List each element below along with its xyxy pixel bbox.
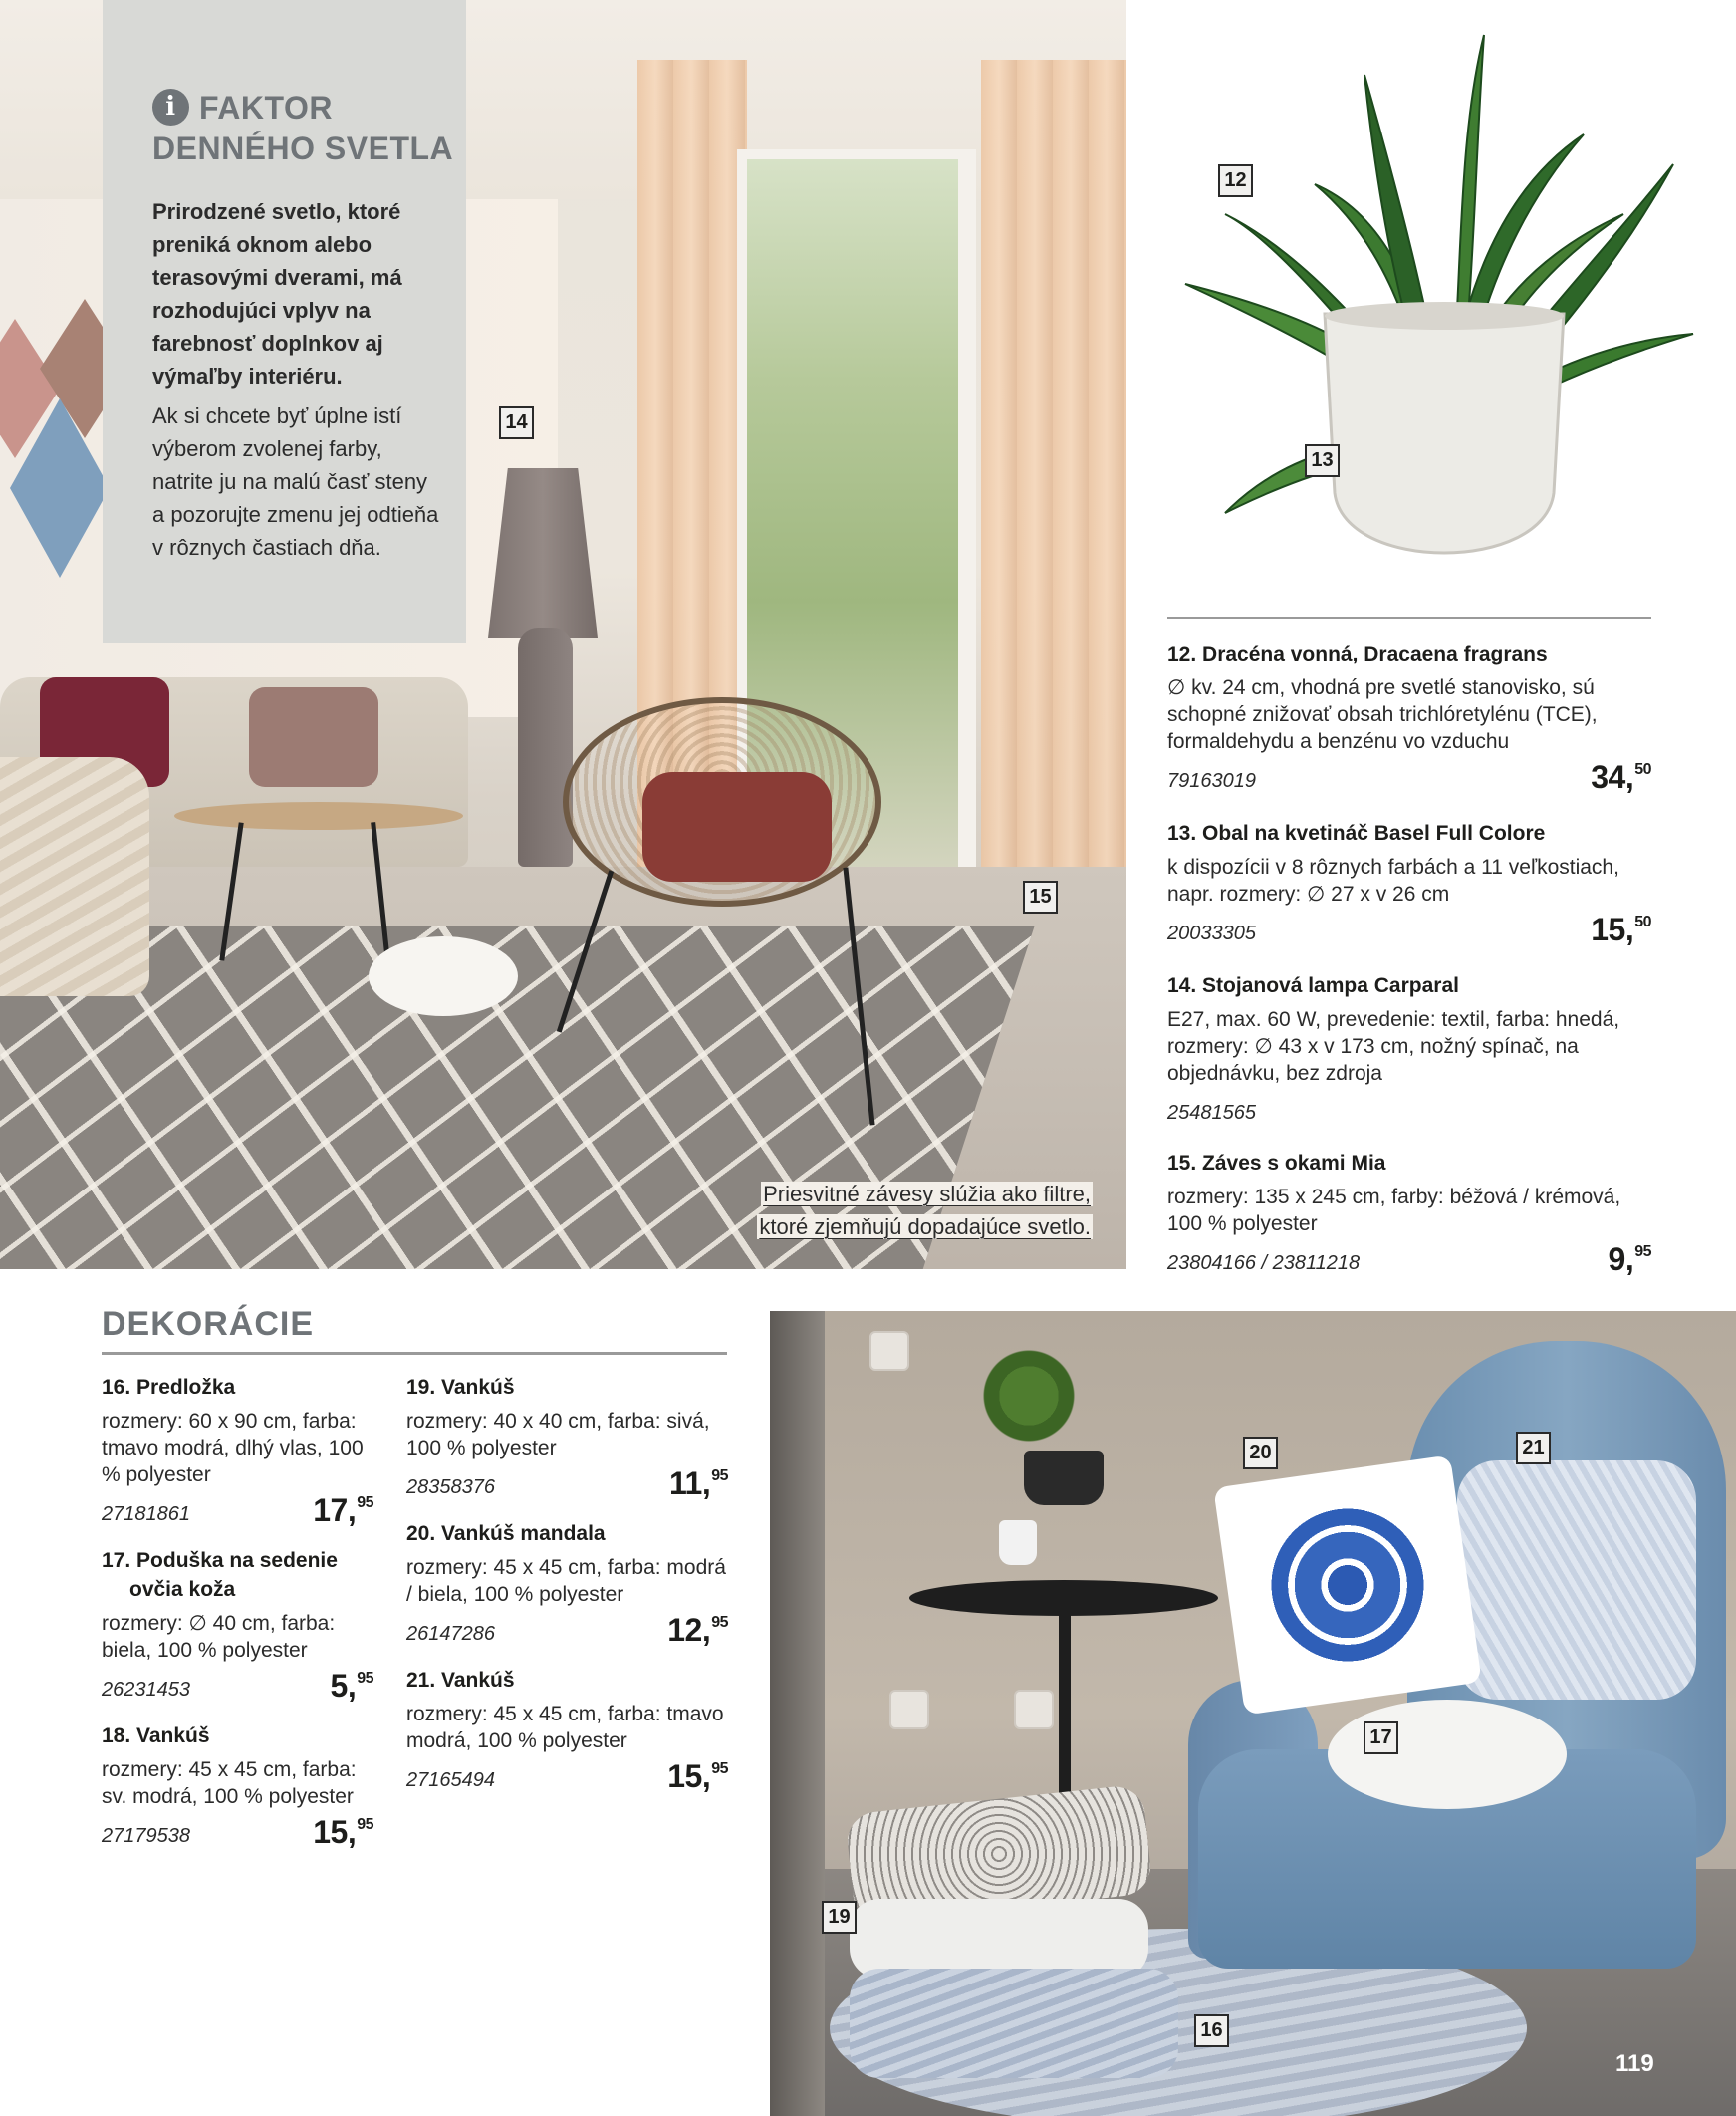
info-body-text: Ak si chcete byť úplne istí výberom zvolenej farby, natrite ju na malú časť steny a pozorujte zmenu jej odtieňa v rôznych častiach dňa. [152, 403, 439, 560]
product-price [667, 1751, 728, 1794]
info-lead-text: Prirodzené svetlo, ktoré preniká oknom alebo terasovými dverami, má rozhodujúci vplyv na farebnosť doplnkov aj výmaľby interiéru. [152, 199, 402, 389]
label-19: 19 [822, 1901, 857, 1934]
product-title: 13. Obal na kvetináč Basel Full Colore [1167, 822, 1546, 845]
info-title-line-2: DENNÉHO SVETLA [152, 131, 454, 166]
product-title-line-2: ovčia koža [129, 1578, 236, 1601]
price-main: 9, [1608, 1241, 1634, 1277]
floor-pillow [369, 936, 518, 1016]
product-meta-row [102, 1668, 373, 1704]
product-code: 27165494 [406, 1769, 495, 1791]
knit-throw [0, 757, 149, 996]
potted-plant [979, 1341, 1079, 1451]
product-description: E27, max. 60 W, prevedenie: textil, farba: hnedá, rozmery: ∅ 43 x v 173 cm, nožný spínač, na objednávku, bez zdroja [1167, 1008, 1620, 1085]
label-17: 17 [1364, 1721, 1398, 1754]
product-meta-row [406, 1758, 728, 1794]
decor-column-2 [406, 1373, 728, 1812]
product-list-divider [1167, 617, 1651, 619]
pillow-mauve [249, 687, 378, 787]
product-price [1591, 752, 1651, 795]
product-price [1609, 1234, 1651, 1277]
product-code: 25481565 [1167, 1102, 1256, 1124]
product-description: rozmery: 135 x 245 cm, farby: béžová / krémová, 100 % polyester [1167, 1186, 1621, 1235]
product-17 [102, 1546, 373, 1704]
product-description: ∅ kv. 24 cm, vhodná pre svetlé stanovisko, sú schopné znižovať obsah trichlóretylénu (TCE), formaldehydu a benzénu vo vzduchu [1167, 676, 1598, 753]
side-table [174, 802, 463, 830]
product-18 [102, 1721, 373, 1850]
plant-pot [1024, 1451, 1104, 1505]
price-main: 15, [1591, 912, 1634, 947]
light-switch [869, 1331, 909, 1371]
product-description: k dispozícii v 8 rôznych farbách a 11 veľkostiach, napr. rozmery: ∅ 27 x v 26 cm [1167, 856, 1619, 906]
price-main: 15, [667, 1758, 711, 1794]
product-title: 18. Vankúš [102, 1724, 210, 1747]
plant-pot [1325, 302, 1564, 553]
info-box-title [152, 88, 453, 169]
product-description: rozmery: 40 x 40 cm, farba: sivá, 100 % polyester [406, 1410, 710, 1459]
wall-socket [889, 1690, 929, 1729]
product-meta-row [102, 1814, 373, 1850]
product-price [313, 1485, 373, 1528]
price-cents: 95 [711, 1614, 728, 1631]
decor-column-1 [102, 1373, 373, 1868]
product-description: rozmery: 45 x 45 cm, farba: modrá / biela, 100 % polyester [406, 1556, 726, 1606]
curtain-right [981, 60, 1126, 936]
product-price [331, 1661, 373, 1704]
price-cents: 95 [1634, 1243, 1651, 1260]
product-description: rozmery: 45 x 45 cm, farba: tmavo modrá, 100 % polyester [406, 1703, 724, 1752]
label-20: 20 [1243, 1437, 1278, 1469]
price-main: 15, [313, 1814, 357, 1850]
floor-lamp-base [518, 628, 573, 867]
price-main: 11, [668, 1465, 711, 1501]
product-19 [406, 1373, 728, 1501]
price-cents: 95 [357, 1816, 373, 1833]
label-15: 15 [1023, 881, 1058, 914]
product-title: 20. Vankúš mandala [406, 1522, 606, 1545]
product-price [669, 1458, 728, 1501]
info-title-line-1: FAKTOR [199, 90, 333, 126]
product-title: 15. Záves s okami Mia [1167, 1152, 1386, 1175]
label-14: 14 [499, 406, 534, 439]
price-cents: 95 [711, 1467, 728, 1484]
daylight-info-box [103, 0, 466, 643]
product-code: 23804166 / 23811218 [1167, 1252, 1361, 1274]
pillow-stack-white [850, 1899, 1148, 1979]
dracaena-plant-image [1165, 15, 1703, 603]
product-title: 21. Vankúš [406, 1669, 515, 1692]
product-title [102, 1546, 373, 1604]
mug [999, 1520, 1037, 1565]
product-description: rozmery: ∅ 40 cm, farba: biela, 100 % polyester [102, 1612, 336, 1662]
label-16: 16 [1194, 2014, 1229, 2047]
product-code: 28358376 [406, 1476, 495, 1498]
label-12: 12 [1218, 164, 1253, 197]
product-code: 26231453 [102, 1679, 190, 1701]
hero-caption-line-2: ktoré zjemňujú dopadajúce svetlo. [759, 1214, 1091, 1239]
hero-caption [757, 1178, 1093, 1243]
price-cents: 95 [357, 1670, 373, 1687]
product-code: 79163019 [1167, 770, 1256, 792]
product-price [313, 1807, 373, 1850]
sheepskin-seat-pad [1328, 1700, 1567, 1809]
product-title: 14. Stojanová lampa Carparal [1167, 974, 1459, 997]
product-meta-row [1167, 1241, 1651, 1277]
mandala-pillow [1213, 1455, 1482, 1715]
product-20 [406, 1519, 728, 1648]
price-main: 17, [313, 1492, 357, 1528]
fur-pillow [1457, 1460, 1696, 1700]
price-main: 5, [330, 1668, 357, 1704]
product-code: 26147286 [406, 1623, 495, 1645]
info-icon: i [152, 89, 189, 126]
product-title: 19. Vankúš [406, 1376, 515, 1399]
hero-caption-line-1: Priesvitné závesy slúžia ako filtre, [763, 1182, 1091, 1206]
glass-door-frame [770, 1311, 825, 2116]
product-meta-row [1167, 759, 1651, 795]
product-14 [1167, 971, 1651, 1127]
price-cents: 95 [357, 1494, 373, 1511]
price-cents: 95 [711, 1760, 728, 1777]
product-code: 27181861 [102, 1503, 190, 1525]
product-description: rozmery: 60 x 90 cm, farba: tmavo modrá, dlhý vlas, 100 % polyester [102, 1410, 364, 1486]
product-meta-row [406, 1465, 728, 1501]
product-title: 12. Dracéna vonná, Dracaena fragrans [1167, 643, 1548, 665]
product-meta-row [102, 1492, 373, 1528]
product-meta-row [1167, 1091, 1651, 1127]
price-cents: 50 [1634, 914, 1651, 930]
product-title-line-1: 17. Poduška na sedenie [102, 1549, 338, 1572]
chair-cushion [642, 772, 832, 882]
product-meta-row [406, 1612, 728, 1648]
product-description: rozmery: 45 x 45 cm, farba: sv. modrá, 100 % polyester [102, 1758, 357, 1808]
product-15 [1167, 1149, 1651, 1277]
product-title: 16. Predložka [102, 1376, 236, 1399]
pillow-stack-blue [850, 1969, 1178, 2078]
page-number: 119 [1615, 2050, 1654, 2077]
price-main: 34, [1591, 759, 1634, 795]
product-12 [1167, 640, 1651, 795]
wall-socket [1014, 1690, 1054, 1729]
product-meta-row [1167, 912, 1651, 947]
armchair-photo [770, 1311, 1736, 2116]
product-13 [1167, 819, 1651, 947]
product-21 [406, 1666, 728, 1794]
section-heading-decor: DEKORÁCIE [102, 1305, 315, 1343]
product-price [1591, 905, 1651, 947]
product-code: 27179538 [102, 1825, 190, 1847]
product-16 [102, 1373, 373, 1528]
product-code: 20033305 [1167, 923, 1256, 944]
label-13: 13 [1305, 444, 1340, 477]
product-price [667, 1605, 728, 1648]
label-21: 21 [1516, 1432, 1551, 1464]
section-divider [102, 1352, 727, 1355]
price-main: 12, [667, 1612, 711, 1648]
price-cents: 50 [1634, 761, 1651, 778]
